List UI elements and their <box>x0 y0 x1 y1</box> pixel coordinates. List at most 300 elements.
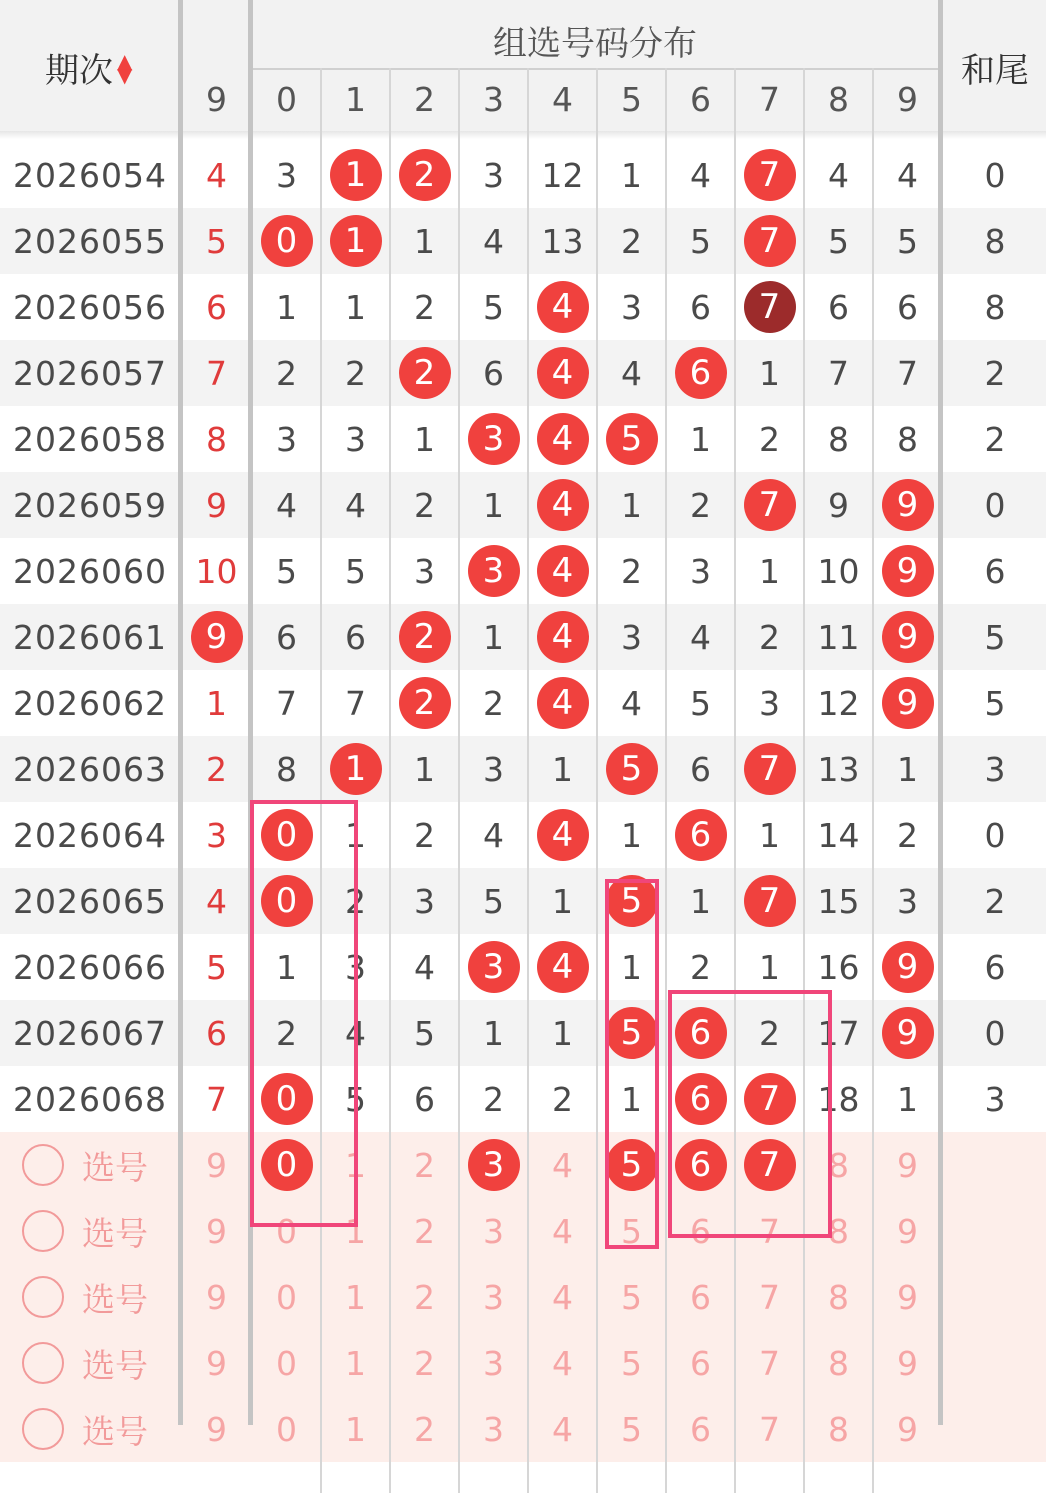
digit-cell <box>735 472 804 538</box>
hit-ball-1: 1 <box>330 215 382 267</box>
digit-cell: 15 <box>817 881 860 921</box>
select-digit-0[interactable]: 0 <box>276 1277 297 1317</box>
select-span[interactable]: 9 <box>206 1145 227 1185</box>
sum-tail-value: 2 <box>984 881 1006 921</box>
digit-cell <box>459 934 528 1000</box>
select-label: 选号 <box>82 1213 148 1253</box>
table-row <box>0 1000 1046 1066</box>
select-digit-1[interactable]: 1 <box>345 1277 366 1317</box>
hit-ball-6: 6 <box>675 347 727 399</box>
column-divider <box>596 68 598 1493</box>
digit-cell <box>459 538 528 604</box>
digit-cell: 6 <box>345 617 366 657</box>
digit-cell: 1 <box>345 815 366 855</box>
select-digit-1[interactable]: 1 <box>345 1211 366 1251</box>
digit-cell: 1 <box>759 815 780 855</box>
divider-right <box>938 0 943 1425</box>
digit-cell: 3 <box>483 155 504 195</box>
select-digit-6[interactable]: 6 <box>690 1409 711 1449</box>
select-digit-4[interactable]: 4 <box>552 1211 573 1251</box>
select-row <box>0 1132 1046 1198</box>
hit-ball-0: 0 <box>261 809 313 861</box>
hit-ball-5: 5 <box>606 1007 658 1059</box>
digit-cell: 4 <box>690 155 711 195</box>
issue-number: 2026056 <box>13 287 167 327</box>
radio-circle-icon[interactable] <box>22 1144 64 1186</box>
hit-ball-7: 7 <box>744 215 796 267</box>
table-row <box>0 802 1046 868</box>
issue-number: 2026055 <box>13 221 167 261</box>
select-digit-1[interactable]: 1 <box>345 1409 366 1449</box>
digit-cell: 1 <box>552 749 573 789</box>
hit-ball-2: 2 <box>399 347 451 399</box>
sum-tail-value: 3 <box>984 1079 1006 1119</box>
digit-cell: 5 <box>690 683 711 723</box>
digit-cell <box>597 406 666 472</box>
select-digit-3[interactable]: 3 <box>483 1409 504 1449</box>
table-row <box>0 472 1046 538</box>
hit-ball-4: 4 <box>537 281 589 333</box>
hit-ball-9: 9 <box>882 941 934 993</box>
digit-cell: 3 <box>759 683 780 723</box>
radio-circle-icon[interactable] <box>22 1276 64 1318</box>
digit-cell: 7 <box>828 353 849 393</box>
hit-ball-4: 4 <box>537 413 589 465</box>
digit-cell: 2 <box>759 419 780 459</box>
select-digit-6[interactable]: 6 <box>690 1343 711 1383</box>
hit-ball-4: 4 <box>537 479 589 531</box>
digit-cell: 2 <box>621 551 642 591</box>
select-digit-9[interactable]: 9 <box>897 1343 918 1383</box>
hit-ball-4: 4 <box>537 347 589 399</box>
select-span[interactable]: 9 <box>206 1211 227 1251</box>
digit-cell: 4 <box>621 353 642 393</box>
select-digit-1[interactable]: 1 <box>345 1343 366 1383</box>
digit-cell: 13 <box>541 221 584 261</box>
hit-ball-3: 3 <box>468 413 520 465</box>
radio-circle-icon[interactable] <box>22 1342 64 1384</box>
select-row-toggle[interactable] <box>0 1330 180 1396</box>
select-digit-2[interactable]: 2 <box>414 1145 435 1185</box>
table-row <box>0 208 1046 274</box>
select-digit-8[interactable]: 8 <box>828 1277 849 1317</box>
sum-tail-header: 和尾 <box>961 50 1029 91</box>
digit-cell: 5 <box>414 1013 435 1053</box>
select-row-toggle[interactable] <box>0 1396 180 1462</box>
table-row <box>0 934 1046 1000</box>
digit-cell <box>321 142 390 208</box>
radio-circle-icon[interactable] <box>22 1210 64 1252</box>
select-digit-8[interactable]: 8 <box>828 1145 849 1185</box>
table-row <box>0 340 1046 406</box>
span-value: 6 <box>206 287 227 327</box>
sum-tail-value: 0 <box>984 1013 1006 1053</box>
hit-ball-3: 3 <box>468 941 520 993</box>
hit-ball-5: 5 <box>606 743 658 795</box>
select-digit-3[interactable]: 3 <box>483 1277 504 1317</box>
selected-ball-6[interactable]: 6 <box>675 1139 727 1191</box>
span-value: 8 <box>206 419 227 459</box>
digit-cell: 3 <box>897 881 918 921</box>
digit-cell <box>528 604 597 670</box>
select-digit-4[interactable]: 4 <box>552 1409 573 1449</box>
select-digit-3[interactable]: 3 <box>483 1211 504 1251</box>
select-digit-8[interactable]: 8 <box>828 1211 849 1251</box>
select-digit-2[interactable]: 2 <box>414 1343 435 1383</box>
digit-cell: 1 <box>759 353 780 393</box>
issue-number: 2026061 <box>13 617 167 657</box>
span-value: 5 <box>206 221 227 261</box>
digit-cell: 2 <box>690 485 711 525</box>
issue-number: 2026067 <box>13 1013 167 1053</box>
issue-sort-header[interactable] <box>0 30 180 105</box>
digit-cell: 1 <box>345 287 366 327</box>
select-digit-0[interactable]: 0 <box>276 1211 297 1251</box>
digit-cell: 3 <box>276 419 297 459</box>
digit-cell: 2 <box>414 815 435 855</box>
digit-header-9: 9 <box>897 79 918 119</box>
digit-cell: 1 <box>759 551 780 591</box>
column-divider <box>665 68 667 1493</box>
digit-cell: 11 <box>817 617 860 657</box>
select-digit-7[interactable]: 7 <box>759 1211 780 1251</box>
digit-cell: 2 <box>414 287 435 327</box>
digit-cell: 12 <box>541 155 584 195</box>
sum-tail-value: 0 <box>984 815 1006 855</box>
digit-cell: 2 <box>552 1079 573 1119</box>
column-divider <box>458 68 460 1493</box>
span-value: 9 <box>206 485 227 525</box>
digit-header-0: 0 <box>276 79 297 119</box>
digit-cell <box>597 736 666 802</box>
digit-cell: 7 <box>276 683 297 723</box>
hit-ball-0: 0 <box>261 215 313 267</box>
span-value: 4 <box>206 881 227 921</box>
hit-ball-5: 5 <box>606 413 658 465</box>
hit-ball-9: 9 <box>882 611 934 663</box>
table-row <box>0 406 1046 474</box>
digit-cell: 2 <box>483 1079 504 1119</box>
digit-cell: 3 <box>621 287 642 327</box>
digit-cell <box>252 208 321 274</box>
select-digit-3[interactable]: 3 <box>483 1343 504 1383</box>
hit-ball-4: 4 <box>537 809 589 861</box>
select-digit-8[interactable]: 8 <box>828 1409 849 1449</box>
digit-cell <box>390 670 459 736</box>
digit-cell: 18 <box>817 1079 860 1119</box>
digit-cell: 1 <box>690 419 711 459</box>
digit-cell: 9 <box>828 485 849 525</box>
hit-ball-4: 4 <box>537 941 589 993</box>
digit-cell: 14 <box>817 815 860 855</box>
digit-cell: 1 <box>414 419 435 459</box>
annotation-box-digit-5 <box>605 879 659 1249</box>
digit-cell: 13 <box>817 749 860 789</box>
select-digit-5[interactable]: 5 <box>621 1277 642 1317</box>
digit-cell: 1 <box>483 485 504 525</box>
digit-cell: 6 <box>276 617 297 657</box>
hit-ball-9: 9 <box>882 677 934 729</box>
select-label: 选号 <box>82 1279 148 1319</box>
digit-cell: 1 <box>621 1079 642 1119</box>
selected-ball-7[interactable]: 7 <box>744 1139 796 1191</box>
issue-number: 2026063 <box>13 749 167 789</box>
digit-cell: 1 <box>690 881 711 921</box>
select-digit-7[interactable]: 7 <box>759 1277 780 1317</box>
digit-cell: 1 <box>621 485 642 525</box>
issue-header-label: 期次 <box>45 51 113 91</box>
select-digit-6[interactable]: 6 <box>690 1277 711 1317</box>
digit-cell: 1 <box>276 287 297 327</box>
digit-cell: 1 <box>483 617 504 657</box>
digit-header-6: 6 <box>690 79 711 119</box>
table-row <box>0 538 1046 604</box>
sum-tail-value: 2 <box>984 419 1006 459</box>
select-digit-7[interactable]: 7 <box>759 1409 780 1449</box>
span-value: 1 <box>206 683 227 723</box>
digit-cell <box>735 736 804 802</box>
hit-ball-2: 2 <box>399 611 451 663</box>
hit-ball-0: 0 <box>261 1073 313 1125</box>
issue-number: 2026065 <box>13 881 167 921</box>
hit-ball-1: 1 <box>330 149 382 201</box>
select-digit-9[interactable]: 9 <box>897 1409 918 1449</box>
digit-cell: 5 <box>276 551 297 591</box>
digit-cell <box>390 340 459 406</box>
span-value: 2 <box>206 749 227 789</box>
span-value: 10 <box>195 551 238 591</box>
digit-cell <box>528 670 597 736</box>
selected-ball-0[interactable]: 0 <box>261 1139 313 1191</box>
sum-tail-value: 2 <box>984 353 1006 393</box>
selected-ball-5[interactable]: 5 <box>606 1139 658 1191</box>
digit-cell: 6 <box>897 287 918 327</box>
span-value: 7 <box>206 353 227 393</box>
digit-cell: 5 <box>345 551 366 591</box>
digit-cell: 6 <box>483 353 504 393</box>
select-digit-5[interactable]: 5 <box>621 1211 642 1251</box>
select-digit-5[interactable]: 5 <box>621 1409 642 1449</box>
hit-ball-4: 4 <box>537 611 589 663</box>
issue-number: 2026064 <box>13 815 167 855</box>
digit-cell: 2 <box>759 1013 780 1053</box>
table-row <box>0 604 1046 670</box>
select-digit-6[interactable]: 6 <box>690 1211 711 1251</box>
digit-cell <box>873 934 942 1000</box>
divider-left <box>178 0 183 1425</box>
select-label: 选号 <box>82 1147 148 1187</box>
group-distribution-title: 组选号码分布 <box>493 23 697 64</box>
radio-circle-icon[interactable] <box>22 1408 64 1450</box>
select-digit-8[interactable]: 8 <box>828 1343 849 1383</box>
sum-tail-value: 6 <box>984 551 1006 591</box>
digit-cell <box>735 142 804 208</box>
select-digit-7[interactable]: 7 <box>759 1343 780 1383</box>
column-divider <box>872 68 874 1493</box>
select-span[interactable]: 9 <box>206 1277 227 1317</box>
digit-cell <box>528 538 597 604</box>
hit-ball-6: 6 <box>675 1073 727 1125</box>
issue-number: 2026058 <box>13 419 167 459</box>
digit-cell: 1 <box>759 947 780 987</box>
select-digit-1[interactable]: 1 <box>345 1145 366 1185</box>
digit-cell: 2 <box>690 947 711 987</box>
issue-number: 2026057 <box>13 353 167 393</box>
annotation-box-digits-6-7 <box>668 990 832 1238</box>
sum-tail-value: 3 <box>984 749 1006 789</box>
column-divider <box>389 68 391 1493</box>
digit-cell <box>873 670 942 736</box>
select-span[interactable]: 9 <box>206 1343 227 1383</box>
digit-cell <box>321 736 390 802</box>
table-row <box>0 142 1046 208</box>
hit-ball-2: 2 <box>399 149 451 201</box>
digit-cell: 5 <box>483 287 504 327</box>
select-digit-5[interactable]: 5 <box>621 1343 642 1383</box>
digit-cell: 3 <box>414 881 435 921</box>
digit-cell <box>735 274 804 340</box>
hit-ball-6: 6 <box>675 1007 727 1059</box>
digit-cell: 10 <box>817 551 860 591</box>
digit-cell: 4 <box>414 947 435 987</box>
digit-cell: 4 <box>828 155 849 195</box>
table-row <box>0 274 1046 340</box>
digit-cell: 3 <box>345 947 366 987</box>
digit-header-3: 3 <box>483 79 504 119</box>
digit-cell <box>735 868 804 934</box>
issue-number: 2026068 <box>13 1079 167 1119</box>
digit-cell: 3 <box>483 749 504 789</box>
digit-header-4: 4 <box>552 79 573 119</box>
hit-ball-7: 7 <box>744 281 796 333</box>
hit-ball-5: 5 <box>606 875 658 927</box>
digit-cell: 5 <box>345 1079 366 1119</box>
digit-cell: 2 <box>345 881 366 921</box>
span-value: 4 <box>206 155 227 195</box>
select-row-toggle[interactable] <box>0 1198 180 1264</box>
select-digit-2[interactable]: 2 <box>414 1409 435 1449</box>
select-label: 选号 <box>82 1345 148 1385</box>
select-digit-0[interactable]: 0 <box>276 1343 297 1383</box>
hit-ball-7: 7 <box>744 1073 796 1125</box>
digit-cell <box>666 340 735 406</box>
header-shadow <box>0 131 1046 139</box>
select-digit-2[interactable]: 2 <box>414 1211 435 1251</box>
column-divider <box>734 68 736 1493</box>
digit-cell: 4 <box>345 485 366 525</box>
digit-cell: 3 <box>621 617 642 657</box>
digit-cell <box>528 934 597 1000</box>
digit-cell: 1 <box>552 881 573 921</box>
digit-cell: 5 <box>828 221 849 261</box>
hit-ball-7: 7 <box>744 149 796 201</box>
hit-ball-4: 4 <box>537 677 589 729</box>
select-digit-0[interactable]: 0 <box>276 1409 297 1449</box>
select-digit-4[interactable]: 4 <box>552 1277 573 1317</box>
sum-tail-value: 5 <box>984 617 1006 657</box>
digit-cell: 7 <box>345 683 366 723</box>
digit-header-2: 2 <box>414 79 435 119</box>
digit-cell: 5 <box>690 221 711 261</box>
digit-cell <box>528 274 597 340</box>
digit-cell <box>666 802 735 868</box>
digit-cell <box>459 406 528 472</box>
hit-ball-0: 0 <box>261 875 313 927</box>
sum-tail-value: 0 <box>984 155 1006 195</box>
select-digit-4[interactable]: 4 <box>552 1145 573 1185</box>
table-row <box>0 670 1046 736</box>
digit-header-5: 5 <box>621 79 642 119</box>
annotation-box-digit-0 <box>250 800 358 1227</box>
select-row <box>0 1264 1046 1330</box>
select-digit-9[interactable]: 9 <box>897 1277 918 1317</box>
select-row <box>0 1396 1046 1462</box>
digit-cell: 17 <box>817 1013 860 1053</box>
issue-number: 2026062 <box>13 683 167 723</box>
sort-arrows-icon[interactable]: ▲▼ <box>117 48 133 87</box>
select-digit-4[interactable]: 4 <box>552 1343 573 1383</box>
span-value <box>183 604 250 670</box>
sum-tail-value: 8 <box>984 287 1006 327</box>
select-row-toggle[interactable] <box>0 1264 180 1330</box>
digit-cell: 1 <box>897 1079 918 1119</box>
selected-ball-3[interactable]: 3 <box>468 1139 520 1191</box>
digit-cell: 1 <box>897 749 918 789</box>
column-divider <box>320 68 322 1493</box>
digit-cell: 2 <box>621 221 642 261</box>
digit-cell: 4 <box>345 1013 366 1053</box>
hit-ball-9: 9 <box>882 479 934 531</box>
digit-cell: 3 <box>690 551 711 591</box>
digit-cell <box>528 406 597 472</box>
digit-cell: 2 <box>897 815 918 855</box>
select-digit-2[interactable]: 2 <box>414 1277 435 1317</box>
digit-cell: 6 <box>828 287 849 327</box>
select-digit-9[interactable]: 9 <box>897 1211 918 1251</box>
hit-ball-9: 9 <box>882 1007 934 1059</box>
select-span[interactable]: 9 <box>206 1409 227 1449</box>
hit-ball-3: 3 <box>468 545 520 597</box>
digit-cell <box>873 604 942 670</box>
hit-ball-2: 2 <box>399 677 451 729</box>
digit-cell <box>873 1000 942 1066</box>
select-row <box>0 1330 1046 1396</box>
select-digit-9[interactable]: 9 <box>897 1145 918 1185</box>
hit-ball-7: 7 <box>744 743 796 795</box>
digit-cell: 3 <box>276 155 297 195</box>
digit-cell: 4 <box>483 815 504 855</box>
digit-cell: 1 <box>621 155 642 195</box>
column-divider <box>527 68 529 1493</box>
digit-cell <box>873 538 942 604</box>
digit-cell: 2 <box>345 353 366 393</box>
digit-cell <box>390 142 459 208</box>
sum-tail-value: 0 <box>984 485 1006 525</box>
digit-cell <box>873 472 942 538</box>
select-digit-3[interactable] <box>459 1132 528 1198</box>
digit-cell: 8 <box>276 749 297 789</box>
digit-header-8: 8 <box>828 79 849 119</box>
hit-ball-9: 9 <box>882 545 934 597</box>
digit-header-1: 1 <box>345 79 366 119</box>
digit-cell <box>528 340 597 406</box>
digit-cell: 1 <box>414 221 435 261</box>
select-row <box>0 1198 1046 1264</box>
digit-cell: 4 <box>483 221 504 261</box>
select-label: 选号 <box>82 1411 148 1451</box>
select-row-toggle[interactable] <box>0 1132 180 1198</box>
hit-ball-7: 7 <box>744 875 796 927</box>
